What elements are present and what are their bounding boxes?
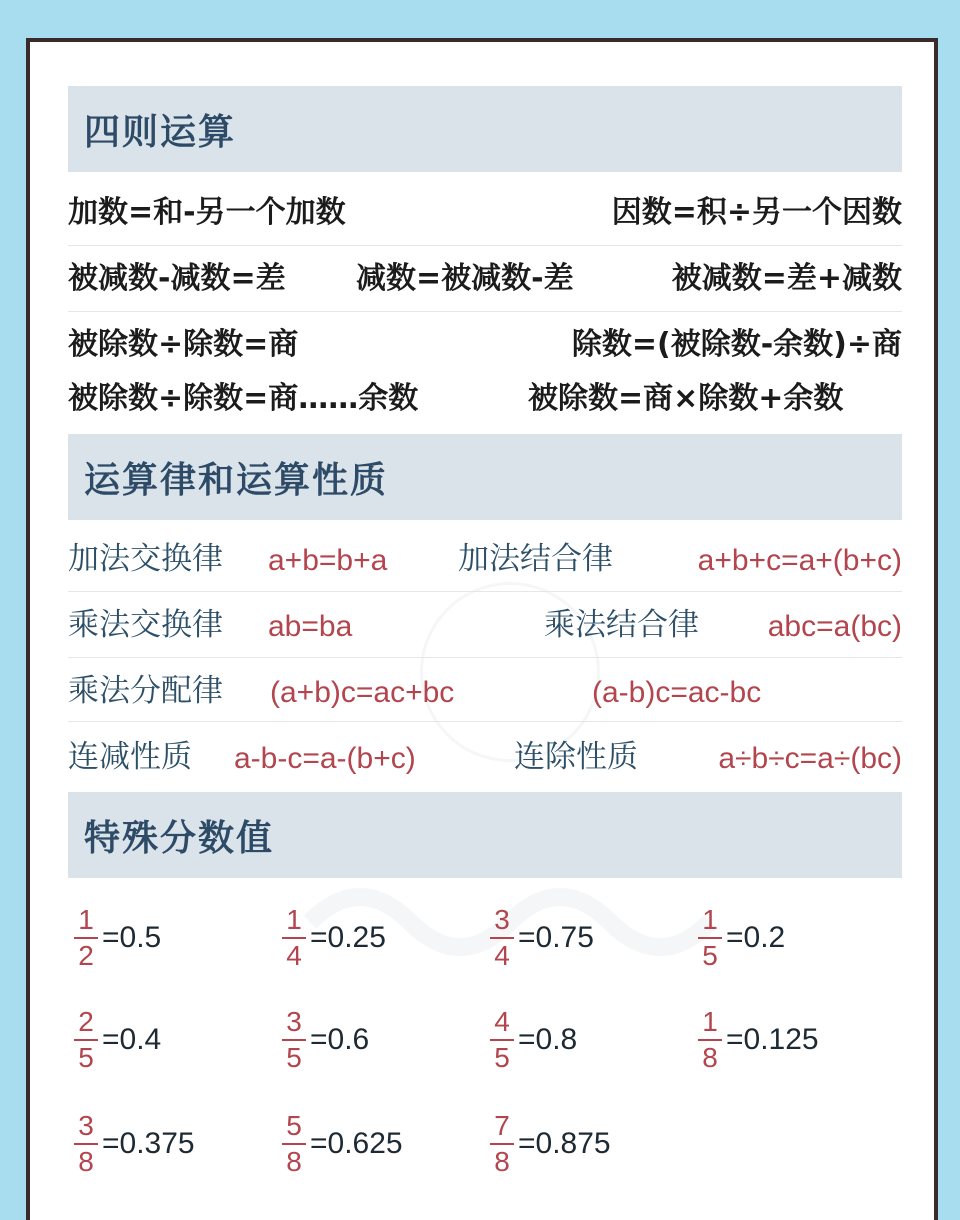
fraction-item — [490, 898, 594, 978]
formula-row — [68, 182, 902, 246]
denominator: 8 — [702, 1042, 718, 1074]
formula-text: 被除数÷除数=商……余数 — [68, 381, 419, 416]
law-name: 加法结合律 — [458, 541, 613, 577]
law-row — [68, 658, 902, 722]
denominator: 4 — [494, 940, 510, 972]
law-formula: a÷b÷c=a÷(bc) — [718, 742, 902, 775]
numerator: 1 — [702, 1005, 718, 1037]
formula-row — [68, 374, 902, 430]
formula-text: 被减数-减数=差 — [68, 261, 286, 296]
decimal-value: =0.375 — [102, 1127, 195, 1160]
section-header-arithmetic — [68, 86, 902, 172]
law-row — [68, 528, 902, 592]
numerator: 3 — [78, 1109, 94, 1141]
denominator: 5 — [702, 940, 718, 972]
law-name: 乘法结合律 — [544, 607, 699, 643]
law-formula: a+b+c=a+(b+c) — [697, 544, 902, 577]
fraction — [490, 1109, 514, 1178]
section-header-laws — [68, 434, 902, 520]
fraction-item — [282, 1000, 369, 1080]
formula-text: 因数=积÷另一个因数 — [611, 195, 902, 230]
fraction-item — [698, 1000, 819, 1080]
section-title: 四则运算 — [84, 110, 237, 153]
formula-text: 加数=和-另一个加数 — [68, 195, 346, 230]
denominator: 5 — [286, 1042, 302, 1074]
law-row — [68, 722, 902, 788]
law-formula: (a-b)c=ac-bc — [592, 676, 762, 709]
fraction — [74, 903, 98, 972]
numerator: 1 — [286, 903, 302, 935]
formula-row — [68, 312, 902, 374]
fraction — [282, 1005, 306, 1074]
formula-text: 被除数÷除数=商 — [68, 327, 299, 362]
decimal-value: =0.5 — [102, 921, 162, 954]
decimal-value: =0.625 — [310, 1127, 403, 1160]
denominator: 2 — [78, 940, 94, 972]
decimal-value: =0.25 — [310, 921, 386, 954]
decimal-value: =0.4 — [102, 1023, 162, 1056]
fraction — [74, 1109, 98, 1178]
formula-card — [26, 38, 938, 1220]
formula-text: 被减数=差+减数 — [671, 261, 902, 296]
numerator: 3 — [286, 1005, 302, 1037]
numerator: 2 — [78, 1005, 94, 1037]
fraction — [490, 903, 514, 972]
formula-row — [68, 246, 902, 312]
fraction-item — [282, 1104, 403, 1184]
law-formula: ab=ba — [268, 610, 353, 643]
numerator: 1 — [78, 903, 94, 935]
fraction — [490, 1005, 514, 1074]
law-formula: a-b-c=a-(b+c) — [234, 742, 416, 775]
fraction — [74, 1005, 98, 1074]
section-title: 特殊分数值 — [84, 816, 275, 859]
denominator: 8 — [78, 1146, 94, 1178]
decimal-value: =0.75 — [518, 921, 594, 954]
numerator: 3 — [494, 903, 510, 935]
decimal-value: =0.8 — [518, 1023, 578, 1056]
fraction — [282, 903, 306, 972]
section-title: 运算律和运算性质 — [84, 458, 389, 501]
law-formula: abc=a(bc) — [767, 610, 902, 643]
numerator: 4 — [494, 1005, 510, 1037]
fraction-item — [74, 898, 161, 978]
fraction-item — [282, 898, 386, 978]
fraction-item — [490, 1000, 577, 1080]
law-formula: a+b=b+a — [268, 544, 388, 577]
fraction — [698, 903, 722, 972]
numerator: 1 — [702, 903, 718, 935]
fraction-item — [74, 1000, 161, 1080]
law-formula: (a+b)c=ac+bc — [270, 676, 455, 709]
formula-text: 减数=被减数-差 — [356, 261, 574, 296]
fraction-item — [698, 898, 785, 978]
denominator: 4 — [286, 940, 302, 972]
denominator: 5 — [494, 1042, 510, 1074]
law-name: 连减性质 — [68, 739, 192, 775]
law-name: 乘法交换律 — [68, 607, 223, 643]
law-name: 乘法分配律 — [68, 673, 223, 709]
fraction-item — [74, 1104, 195, 1184]
decimal-value: =0.125 — [726, 1023, 819, 1056]
numerator: 7 — [494, 1109, 510, 1141]
denominator: 8 — [494, 1146, 510, 1178]
fraction-item — [490, 1104, 611, 1184]
formula-text: 除数=(被除数-余数)÷商 — [571, 327, 902, 362]
decimal-value: =0.875 — [518, 1127, 611, 1160]
fraction — [698, 1005, 722, 1074]
numerator: 5 — [286, 1109, 302, 1141]
law-name: 连除性质 — [514, 739, 638, 775]
fraction — [282, 1109, 306, 1178]
law-name: 加法交换律 — [68, 541, 223, 577]
law-row — [68, 592, 902, 658]
decimal-value: =0.2 — [726, 921, 786, 954]
formula-text: 被除数=商×除数+余数 — [528, 381, 844, 416]
denominator: 5 — [78, 1042, 94, 1074]
denominator: 8 — [286, 1146, 302, 1178]
decimal-value: =0.6 — [310, 1023, 370, 1056]
